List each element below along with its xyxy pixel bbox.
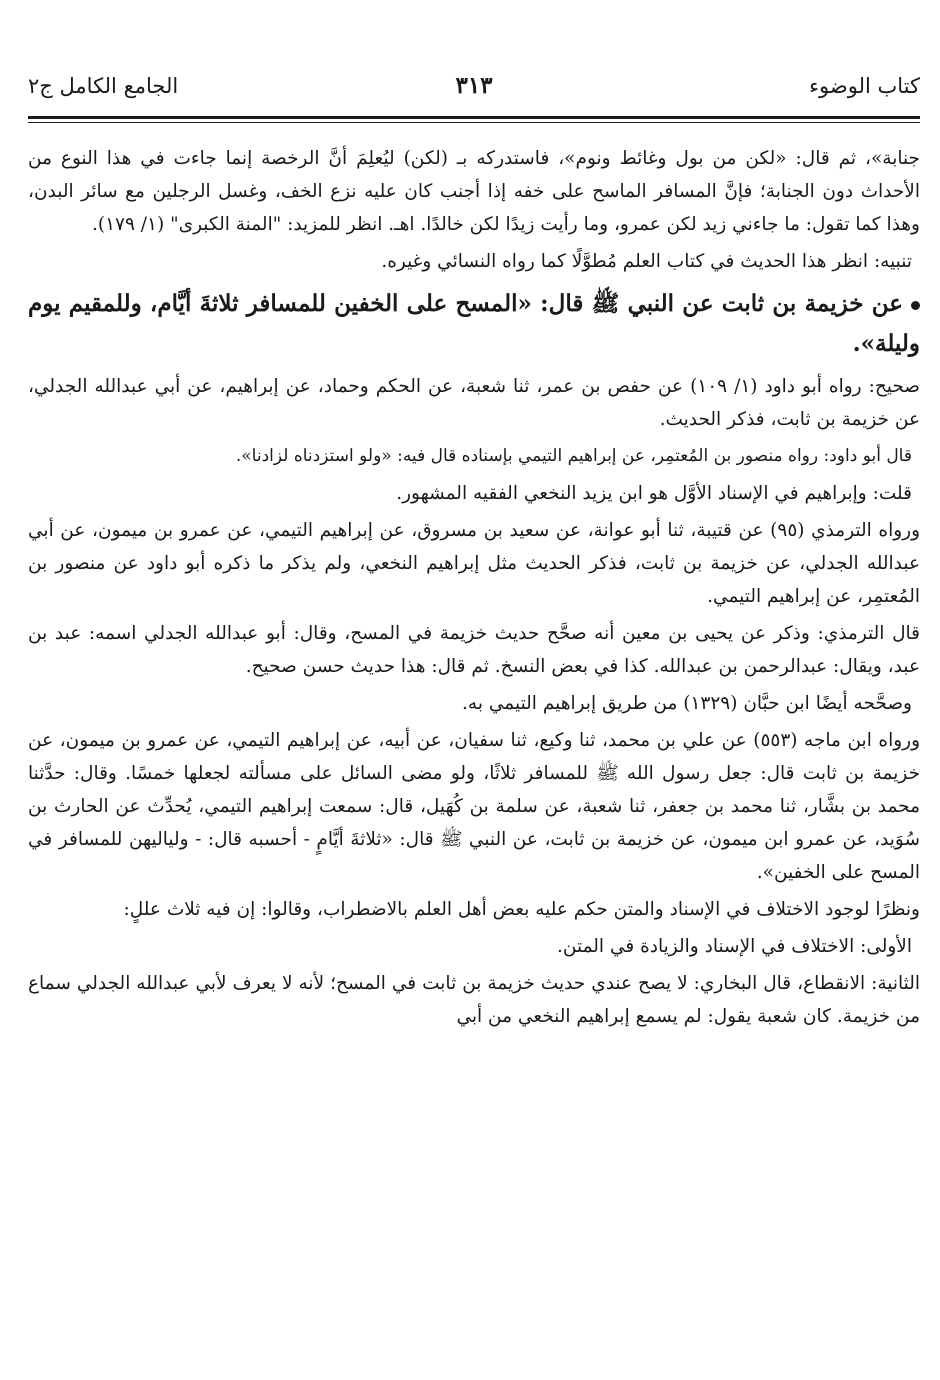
page-header bbox=[28, 70, 920, 110]
book-page bbox=[28, 70, 920, 1370]
hadith-body: عن خزيمة بن ثابت عن النبي ﷺ قال: «المسح على الخفين للمسافر ثلاثةَ أيَّام، وللمقيم يوم وليلة». bbox=[28, 290, 920, 357]
paragraph-comment: قلت: وإبراهيم في الإسناد الأوَّل هو ابن يزيد النخعي الفقيه المشهور. bbox=[396, 483, 912, 504]
paragraph-continuation: جنابة»، ثم قال: «لكن من بول وغائط ونوم»، فاستدركه بـ (لكن) ليُعلِمَ أنَّ الرخصة إنما جاءت في هذا النوع من الأحداث دون الجنابة؛ فإنَّ المسافر الماسح على خفه إذا أجنب كان عليه نزع الخف، وغسل الرجلين مع سائر البدن، وهذا كما تقول: ما جاءني زيد لكن عمرو، وما رأيت زيدًا لكن خالدًا. اهـ. انظر للمزيد: "المنة الكبرى" (١/ ١٧٩). bbox=[28, 148, 920, 235]
header-rule-thick bbox=[28, 116, 920, 119]
bullet-icon bbox=[911, 301, 920, 310]
paragraph-tirmidhi: ورواه الترمذي (٩٥) عن قتيبة، ثنا أبو عوانة، عن سعيد بن مسروق، عن إبراهيم التيمي، عن عمرو بن ميمون، عن أبي عبدالله الجدلي، عن خزيمة بن ثابت، فذكر الحديث مثل إبراهيم النخعي، ولم يذكر ما ذكره أبو داود عن منصور بن المُعتمِر، عن إبراهيم التيمي. bbox=[28, 520, 921, 607]
paragraph-tirmidhi-comment: قال الترمذي: وذكر عن يحيى بن معين أنه صحَّح حديث خزيمة في المسح، وقال: أبو عبدالله الجدلي اسمه: عبد بن عبد، ويقال: عبدالرحمن بن عبدالله. كذا في بعض النسخ. ثم قال: هذا حديث حسن صحيح. bbox=[28, 623, 920, 677]
page-body bbox=[28, 142, 920, 1037]
header-rule-thin bbox=[28, 122, 920, 123]
hadith-text bbox=[28, 284, 920, 364]
paragraph-abu-dawud: قال أبو داود: رواه منصور بن المُعتمِر، عن إبراهيم التيمي بإسناده قال فيه: «ولو استزدناه لزادنا». bbox=[235, 446, 912, 466]
paragraph-ibn-hibban: وصحَّحه أيضًا ابن حبَّان (١٣٢٩) من طريق إبراهيم التيمي به. bbox=[462, 693, 912, 714]
paragraph-note: تنبيه: انظر هذا الحديث في كتاب العلم مُطوَّلًا كما رواه النسائي وغيره. bbox=[381, 251, 912, 272]
paragraph-idtirab: ونظرًا لوجود الاختلاف في الإسناد والمتن حكم عليه بعض أهل العلم بالاضطراب، وقالوا: إن فيه ثلاث عللٍ: bbox=[123, 899, 920, 920]
paragraph-ibn-majah: ورواه ابن ماجه (٥٥٣) عن علي بن محمد، ثنا وكيع، ثنا سفيان، عن أبيه، عن إبراهيم التيمي، عن عمرو بن ميمون، عن خزيمة بن ثابت قال: جعل رسول الله ﷺ للمسافر ثلاثًا، ولو مضى السائل على مسألته لجعلها خمسًا. وقال: حدَّثنا محمد بن بشَّار، ثنا محمد بن جعفر، ثنا شعبة، عن سلمة بن كُهَيل، قال: سمعت إبراهيم التيمي، يُحدِّث عن الحارث بن سُوَيد، عن عمرو ابن ميمون، عن خزيمة بن ثابت، عن النبي ﷺ قال: «ثلاثةَ أيَّامٍ - أحسبه قال: - ولياليهن للمسافر في المسح على الخفين». bbox=[28, 730, 921, 883]
paragraph-grading: صحيح: رواه أبو داود (١/ ١٠٩) عن حفص بن عمر، ثنا شعبة، عن الحكم وحماد، عن إبراهيم، عن أبي عبدالله الجدلي، عن خزيمة بن ثابت، فذكر الحديث. bbox=[28, 376, 920, 430]
page-number: ٣١٣ bbox=[455, 72, 493, 99]
book-series-title: الجامع الكامل ج٢ bbox=[28, 74, 179, 98]
paragraph-second-illa: الثانية: الانقطاع، قال البخاري: لا يصح عندي حديث خزيمة بن ثابت في المسح؛ لأنه لا يعرف لأبي عبدالله الجدلي سماع من خزيمة. كان شعبة يقول: لم يسمع إبراهيم النخعي من أبي bbox=[28, 973, 920, 1027]
paragraph-first-illa: الأولى: الاختلاف في الإسناد والزيادة في المتن. bbox=[557, 936, 912, 957]
chapter-title: كتاب الوضوء bbox=[809, 74, 920, 98]
